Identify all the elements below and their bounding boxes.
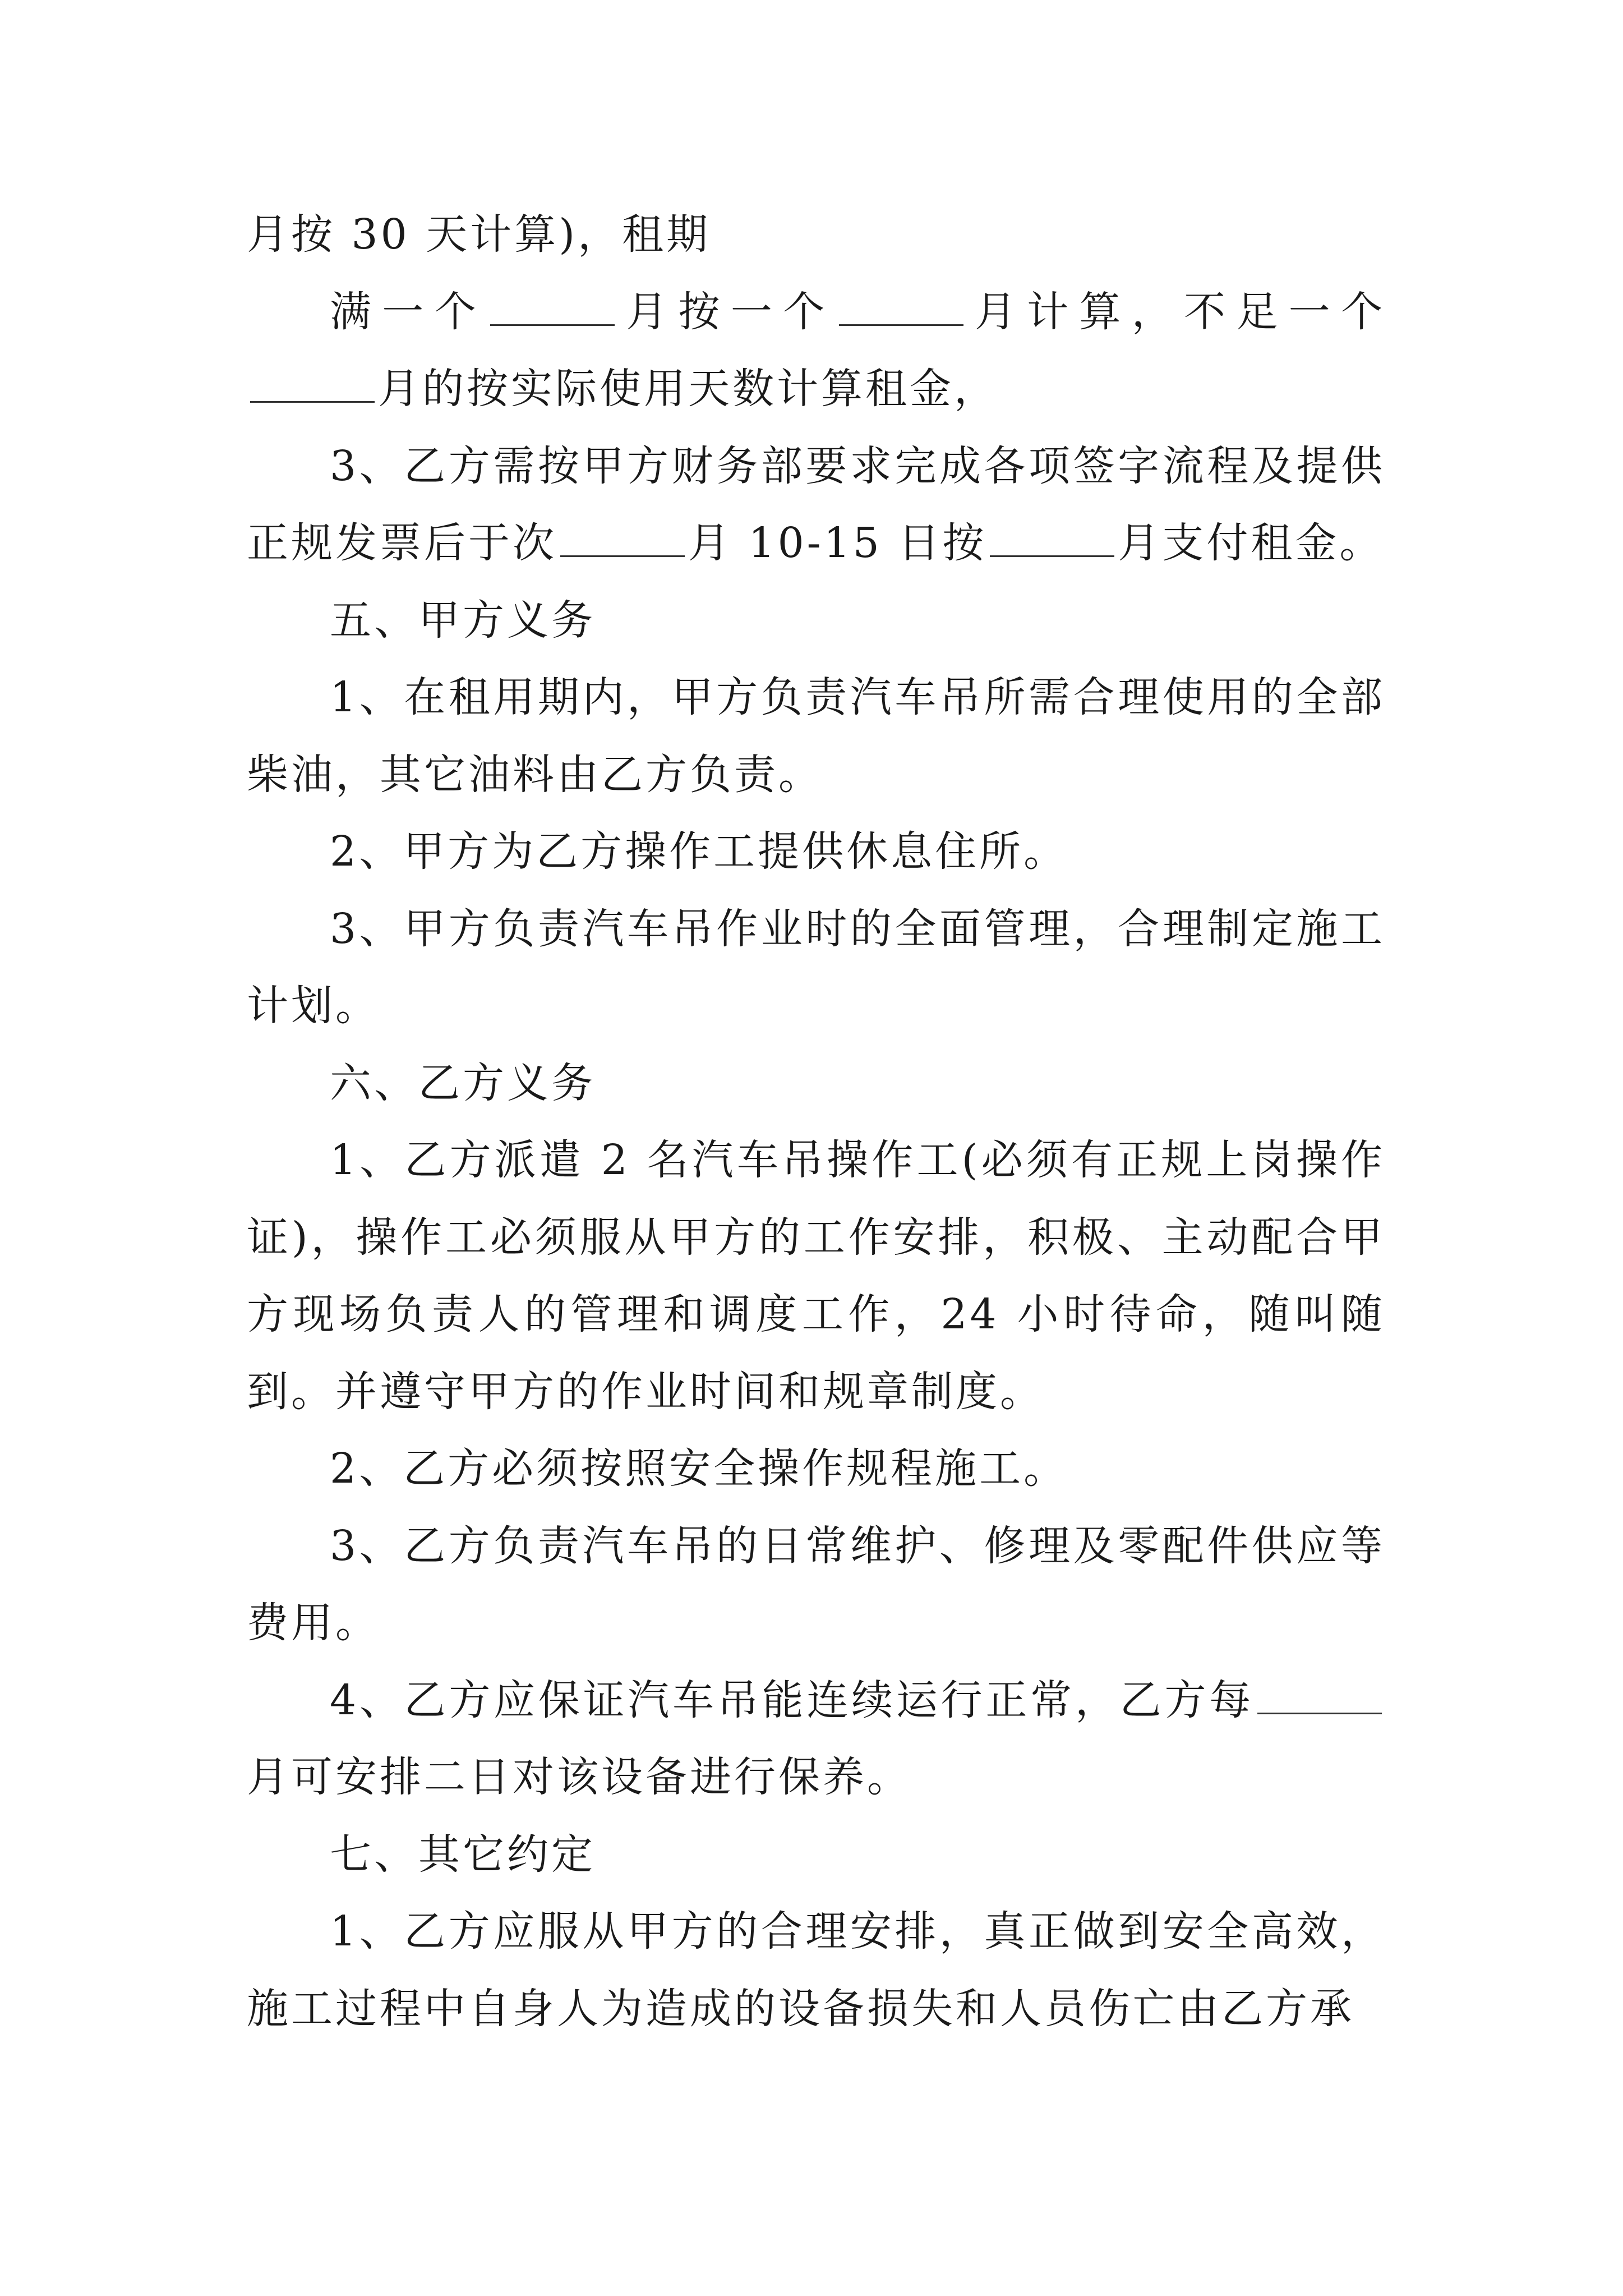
paragraph-text: 月按 30 天计算)，租期 [247,210,711,259]
paragraph [247,1122,1385,1430]
paragraph-text: 4、乙方应保证汽车吊能连续运行正常，乙方每 [330,1676,1254,1724]
paragraph-text: 月计算，不足一个 [966,287,1385,336]
fill-in-blank [1257,1679,1382,1714]
paragraph-text: 1、乙方派遣 2 名汽车吊操作工(必须有正规上岗操作证)，操作工必须服从甲方的工作安排，积极、主动配合甲方现场负责人的管理和调度工作，24 小时待命，随叫随到。并遵守甲方的作业时间和规章制度。 [247,1136,1385,1416]
paragraph-text: 月支付租金。 [1118,519,1384,567]
paragraph [247,274,1385,428]
paragraph [247,1430,1385,1508]
paragraph-text: 2、乙方必须按照安全操作规程施工。 [330,1444,1068,1493]
paragraph [247,1816,1385,1894]
fill-in-blank [250,367,375,403]
paragraph-text: 月按一个 [617,287,836,336]
paragraph-text: 1、在租用期内，甲方负责汽车吊所需合理使用的全部柴油，其它油料由乙方负责。 [247,673,1385,799]
paragraph-text: 五、甲方义务 [330,596,596,645]
paragraph-text: 3、乙方需按甲方财务部要求完成各项签字流程及提供正规发票后于次 [247,441,1385,567]
paragraph-text: 3、乙方负责汽车吊的日常维护、修理及零配件供应等费用。 [247,1521,1385,1647]
paragraph-text: 1、乙方应服从甲方的合理安排，真正做到安全高效，施工过程中自身人为造成的设备损失和人员伤亡由乙方承 [247,1907,1385,2033]
fill-in-blank [839,291,963,326]
paragraph-text: 六、乙方义务 [330,1059,596,1107]
fill-in-blank [990,522,1114,557]
paragraph-text: 七、其它约定 [330,1830,596,1879]
document-body [247,196,1385,2047]
paragraph-text: 月 10-15 日按 [688,519,987,567]
paragraph-text: 满一个 [330,287,487,336]
paragraph [247,582,1385,660]
paragraph-text: 3、甲方负责汽车吊作业时的全面管理，合理制定施工计划。 [247,904,1385,1030]
paragraph [247,1045,1385,1122]
paragraph-text: 2、甲方为乙方操作工提供休息住所。 [330,827,1068,876]
fill-in-blank [490,291,615,326]
paragraph [247,428,1385,582]
fill-in-blank [560,522,685,557]
paragraph [247,1508,1385,1662]
paragraph [247,196,1385,274]
paragraph [247,1893,1385,2047]
paragraph [247,659,1385,813]
paragraph [247,813,1385,891]
paragraph [247,891,1385,1045]
paragraph [247,1662,1385,1816]
paragraph-text: 月可安排二日对该设备进行保养。 [247,1753,911,1801]
paragraph-text: 月的按实际使用天数计算租金， [378,365,998,413]
